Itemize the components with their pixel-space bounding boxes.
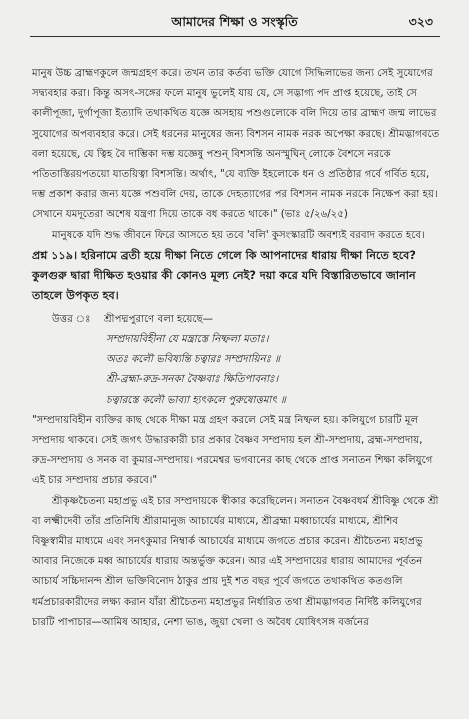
page-body xyxy=(32,64,442,633)
verse-line: সম্প্রদায়বিহীনা যে মন্ত্রাস্তে নিষ্ফলা মতাঃ। xyxy=(106,333,269,345)
paragraph: মানুষ উচ্চ ব্রাহ্মণকুলে জন্মগ্রহণ করে। তখন তার কর্তব্য ভক্তি যোগে সিদ্ধিলাভের জন্য সেই সুযোগের সদ্ব্যবহার করা। কিন্তু অসৎ-সঙ্গের ফলে মানুষ ভুলেই যায় যে, সে সদ্ভাগ্য পদ প্রাপ্ত হয়েছে, তাই সে কালীপূজা, দুর্গাপূজা ইত্যাদি তথাকথিত যজ্ঞে অসহায় পশুগুলোকে বলি দিয়ে তার ব্রাহ্মণ জন্ম লাভের সুযোগের অপব্যবহার করে। সেই ধরনের মানুষের জন্য বিশসন নামক নরক অপেক্ষা করছে। শ্রীমদ্ভাগবতে বলা হয়েছে, যে ত্বিহ বৈ দাম্ভিকা দম্ভ যজ্ঞেষু পশুন্ বিশসন্তি অনস্মুঘিন্ লোকে বৈশসে নরকে পতিতাস্তিরয়পতয়ো যাতয়িত্বা বিশসন্তি। অর্থাৎ, "যে ব্যক্তি ইহলোকে ধন ও প্রতিষ্ঠার গর্বে গর্বিত হয়ে, দম্ভ প্রকাশ করার জন্য যজ্ঞে পশুবলি দেয়, তাকে দেহত্যাগের পর বিশসন নামক নরকে নিক্ষেপ করা হয়। সেখানে যমদূতেরা অশেষ যন্ত্রণা দিয়ে তাকে বধ করতে থাকে।" (ভাঃ ৫/২৬/২৫) xyxy=(32,68,440,221)
verse-line: চত্বারস্তে কলৌ ভাব্যা হ্যৎকলে পুরুষোত্তমাৎ ॥ xyxy=(106,394,286,406)
verse-line: অতঃ কলৌ ভবিষ্যন্তি চত্বারঃ সম্প্রদায়িনঃ ॥ xyxy=(106,354,280,366)
answer-heading xyxy=(32,310,442,330)
answer-label: উত্তর ঃ xyxy=(52,313,91,325)
page-number: ৩২৩ xyxy=(408,14,433,29)
page-header xyxy=(0,14,469,36)
paragraph: মানুষকে যদি শুদ্ধ জীবনে ফিরে আসতে হয় তবে 'বলি' কুসংস্কারটি অবশ্যই বরবাদ করতে হবে। xyxy=(52,229,425,241)
paragraph: শ্রীকৃষ্ণচৈতন্য মহাপ্রভু এই চার সম্প্রদায়কে স্বীকার করেছিলেন। সনাতন বৈষ্ণবধর্ম শ্রীবিষ্ণু থেকে শ্রী বা লক্ষ্মীদেবী তাঁর প্রতিনিধি শ্রীরামানুজ আচার্যের মাধ্যমে, শ্রীব্রহ্মা মধ্বাচার্যের মাধ্যমে, শ্রীশিব বিষ্ণুস্বামীর মাধ্যমে এবং সনৎকুমার নিম্বার্ক আচার্যের মাধ্যমে জগতে প্রচার করেন। শ্রীচৈতন্য মহাপ্রভু আবার নিজেকে মধ্ব আচার্যের ধারায় অন্তর্ভুক্ত করেন। আর এই সম্প্রদায়ের ধারায় আমাদের পূর্বতন আচার্য সচ্চিদানন্দ শ্রীল ভক্তিবিনোদ ঠাকুর প্রায় দুই শত বছর পূর্বে জগতে তথাকথিত কতগুলি ধর্মপ্রচারকারীদের লক্ষ্য করান যাঁরা শ্রীচৈতন্য মহাপ্রভুর নির্ধারিত তথা শ্রীমদ্ভাগবত নির্দিষ্ট কলিযুগের চারটি পাপাচার—আমিষ আহার, নেশা ভাঙ, জুয়া খেলা ও অবৈধ যোষিৎসঙ্গ বর্জনের xyxy=(32,495,439,628)
translation: "সম্প্রদায়বিহীন ব্যক্তির কাছ থেকে দীক্ষা মন্ত্র গ্রহণ করলে সেই মন্ত্র নিষ্ফল হয়। কলিযুগে চারটি মূল সম্প্রদায় থাকবে। সেই জগৎ উদ্ধারকারী চার প্রকার বৈষ্ণব সম্প্রদায় হল শ্রী-সম্প্রদায়, ব্রহ্ম-সম্প্রদায়, রুদ্র-সম্প্রদায় ও সনক বা কুমার-সম্প্রদায়। পরমেশ্বর ভগবানের কাছ থেকে প্রাপ্ত সনাতন শিক্ষা কলিযুগে এই চার সম্প্রদায় প্রচার করবে।" xyxy=(32,414,433,487)
header-rule xyxy=(30,36,440,37)
running-title: আমাদের শিক্ষা ও সংস্কৃতি xyxy=(171,14,298,29)
answer-intro: শ্রীপদ্মপুরাণে বলা হয়েছে— xyxy=(104,313,213,325)
question: প্রশ্ন ১১৯। হরিনামে ব্রতী হয়ে দীক্ষা নিতে গেলে কি আপনাদের ধারায় দীক্ষা নিতে হবে? কুলগুরু দ্বারা দীক্ষিত হওয়ার কী কোনও মূল্য নেই? দয়া করে যদি বিস্তারিতভাবে জানান তাহলে উপকৃত হব। xyxy=(32,248,416,303)
verse-line: শ্রী-ব্রহ্মা-রুদ্র-সনকা বৈষ্ণবাঃ ক্ষিতিপাবনাঃ। xyxy=(106,374,279,386)
